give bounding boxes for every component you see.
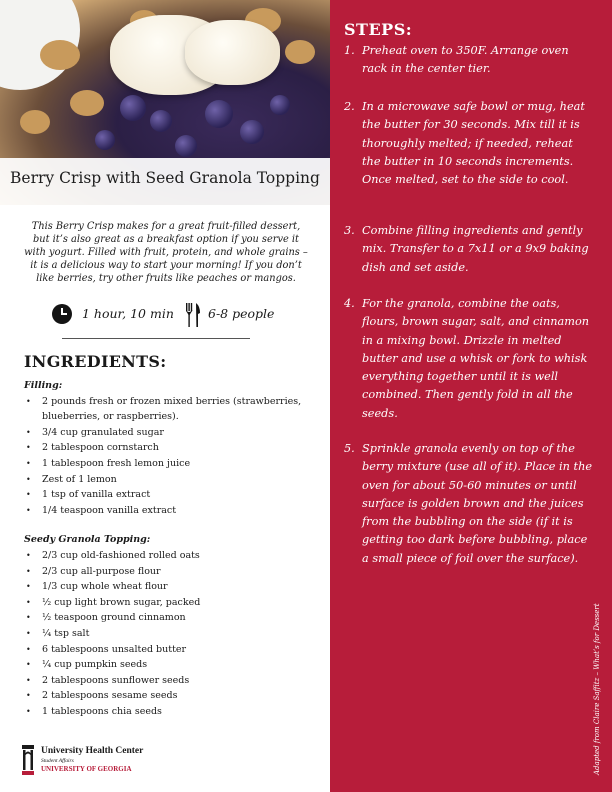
list-item: • 2 tablespoon cornstarch	[24, 440, 319, 456]
uga-arch-logo-icon	[22, 745, 34, 775]
list-item: • 2 tablespoons sesame seeds	[24, 688, 319, 704]
berry	[175, 135, 197, 157]
list-item: • 2/3 cup old-fashioned rolled oats	[24, 548, 319, 564]
list-item: • Zest of 1 lemon	[24, 472, 319, 488]
berry	[150, 110, 172, 132]
list-item: • 2 tablespoons sunflower seeds	[24, 673, 319, 689]
step-text: Sprinkle granola evenly on top of the berry mixture (use all of it). Place in the oven for about 50-60 minutes or until surface is golden brown and the juices from the bubbling on the side (if it is getting too dark before bubbling, place a small piece of foil over the surface).	[362, 442, 593, 565]
list-item: • 1/3 cup whole wheat flour	[24, 579, 319, 595]
filling-label: Filling:	[24, 380, 63, 391]
ice-cream-scoop	[185, 20, 280, 85]
step-text: In a microwave safe bowl or mug, heat the butter for 30 seconds. Mix till it is thoroughly melted; if needed, reheat the butter in 10 seconds increments. Once melted, set to the side to cool.	[362, 100, 585, 187]
step-text: Combine filling ingredients and gently mix. Transfer to a 7x11 or a 9x9 baking dish and set aside.	[362, 224, 589, 274]
list-item: • ¼ tsp salt	[24, 626, 319, 642]
filling-list	[24, 394, 319, 519]
step-number: 3.	[344, 224, 355, 237]
step-number: 1.	[344, 44, 355, 57]
topping-list	[24, 548, 319, 720]
granola-crumb	[285, 40, 315, 64]
granola-crumb	[40, 40, 80, 70]
berry	[205, 100, 233, 128]
list-item: • 2/3 cup all-purpose flour	[24, 564, 319, 580]
list-item: • 6 tablespoons unsalted butter	[24, 642, 319, 658]
step-1	[344, 42, 594, 79]
credit-note: Adapted from Claire Saffitz – What’s for Dessert	[593, 603, 601, 775]
list-item: • 1 tablespoons chia seeds	[24, 704, 319, 720]
step-5	[344, 440, 594, 568]
recipe-meta	[50, 304, 300, 326]
granola-crumb	[20, 110, 50, 134]
step-text: For the granola, combine the oats, flours, brown sugar, salt, and cinnamon in a mixing bowl. Drizzle in melted butter and use a whisk or fork to whisk everything together until it is well combined. Then gently fold in all the seeds.	[362, 297, 590, 420]
list-item: • ½ teaspoon ground cinnamon	[24, 610, 319, 626]
topping-label: Seedy Granola Topping:	[24, 534, 151, 546]
list-item: • 1 tablespoon fresh lemon juice	[24, 456, 319, 472]
granola-crumb	[70, 90, 104, 116]
recipe-intro: This Berry Crisp makes for a great fruit-filled dessert, but it’s also great as a breakfast option if you serve it with yogurt. Filled with fruit, protein, and whole grains – it is a delicious way to start your morning! If you don’t like berries, try other fruits like peaches or mangos.	[24, 221, 308, 284]
step-number: 5.	[344, 442, 355, 455]
ingredients-heading: INGREDIENTS:	[24, 352, 167, 371]
logo-line-3: UNIVERSITY OF GEORGIA	[41, 765, 132, 773]
list-item: • 1 tsp of vanilla extract	[24, 487, 319, 503]
clock-icon	[52, 304, 72, 324]
step-number: 2.	[344, 100, 355, 113]
list-item: • ¼ cup pumpkin seeds	[24, 657, 319, 673]
logo-line-2: Student Affairs	[41, 758, 74, 764]
step-2	[344, 98, 594, 189]
list-item: • 3/4 cup granulated sugar	[24, 425, 319, 441]
servings: 6-8 people	[208, 306, 275, 321]
fork-knife-icon	[184, 303, 202, 327]
berry	[240, 120, 264, 144]
step-number: 4.	[344, 297, 355, 310]
uga-logo	[22, 745, 152, 777]
berry	[95, 130, 115, 150]
steps-panel	[330, 0, 612, 792]
step-4	[344, 295, 594, 423]
ingredients-list	[24, 378, 319, 719]
berry	[270, 95, 290, 115]
recipe-title: Berry Crisp with Seed Granola Topping	[10, 169, 320, 187]
steps-heading: STEPS:	[344, 20, 413, 39]
step-3	[344, 222, 594, 277]
step-text: Preheat oven to 350F. Arrange oven rack in the center tier.	[362, 44, 569, 76]
logo-line-1: University Health Center	[41, 746, 144, 756]
list-item: • 2 pounds fresh or frozen mixed berries (strawberries, blueberries, or raspberries).	[24, 394, 319, 425]
prep-time: 1 hour, 10 min	[82, 306, 174, 321]
berry	[120, 95, 146, 121]
divider	[62, 338, 250, 339]
list-item: • 1/4 teaspoon vanilla extract	[24, 503, 319, 519]
list-item: • ½ cup light brown sugar, packed	[24, 595, 319, 611]
